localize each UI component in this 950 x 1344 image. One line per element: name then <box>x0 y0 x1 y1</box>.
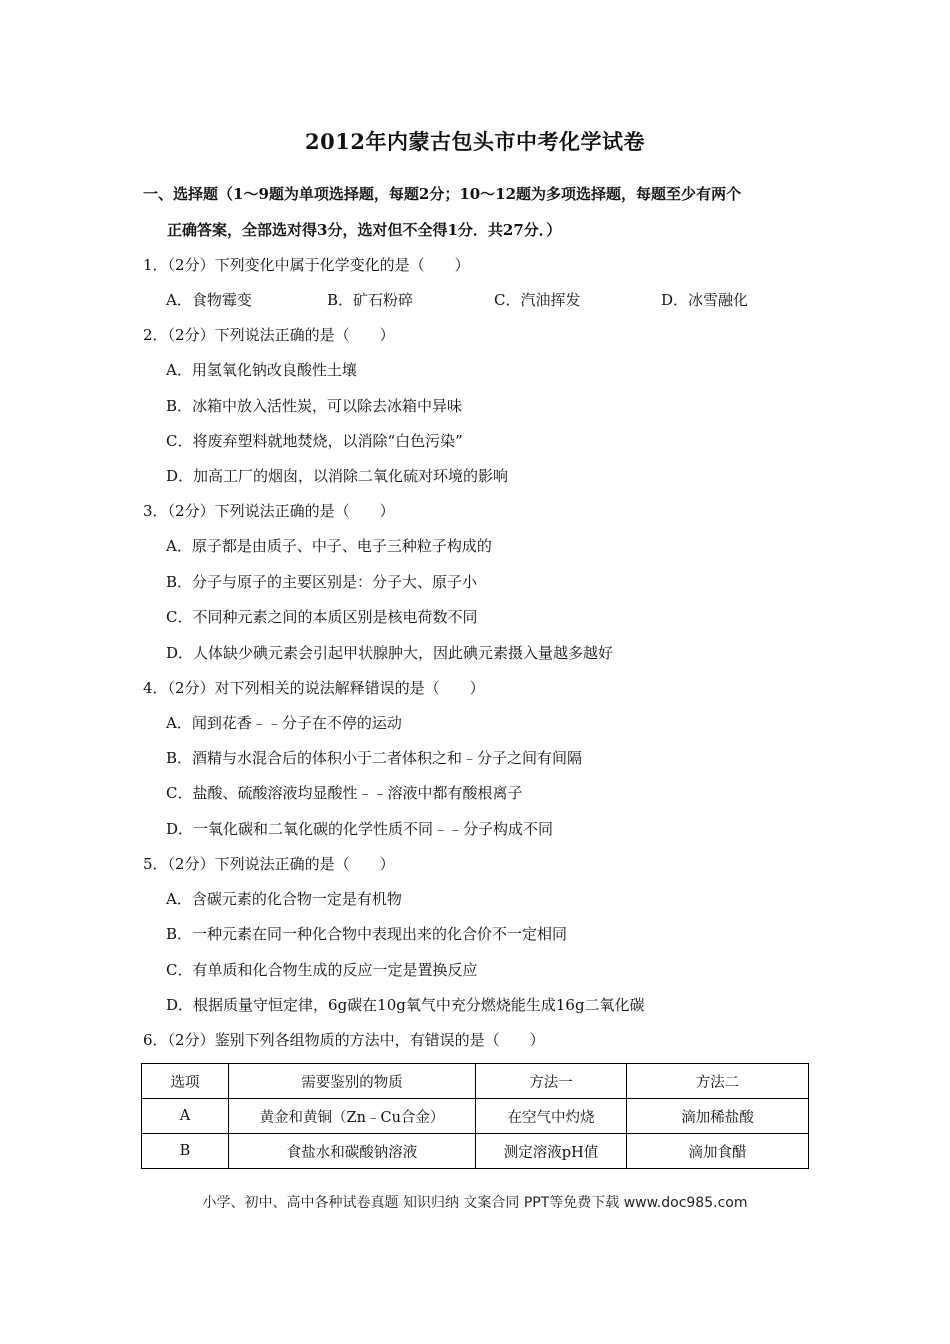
table-cell: 黄金和黄铜（Zn﹣Cu合金） <box>229 1099 476 1134</box>
table-header-row <box>142 1064 809 1099</box>
question-4-option-d: D．一氧化碳和二氧化碳的化学性质不同﹣﹣分子构成不同 <box>166 820 554 838</box>
question-5-option-a: A．含碳元素的化合物一定是有机物 <box>166 890 402 908</box>
table-cell: 滴加稀盐酸 <box>627 1099 809 1134</box>
question-3-stem: 3．（2分）下列说法正确的是（ ） <box>143 502 395 520</box>
table-cell: B <box>142 1134 229 1169</box>
question-3-option-c: C．不同种元素之间的本质区别是核电荷数不同 <box>166 608 478 626</box>
question-2-option-c: C．将废弃塑料就地焚烧，以消除“白色污染” <box>166 432 463 450</box>
question-3-option-b: B．分子与原子的主要区别是：分子大、原子小 <box>166 573 478 591</box>
question-1-option-b: B．矿石粉碎 <box>327 291 414 309</box>
question-1-option-c: C．汽油挥发 <box>494 291 581 309</box>
question-5-option-c: C．有单质和化合物生成的反应一定是置换反应 <box>166 961 478 979</box>
question-4-stem: 4．（2分）对下列相关的说法解释错误的是（ ） <box>143 679 485 697</box>
table-header-cell: 方法二 <box>627 1064 809 1099</box>
table-row <box>142 1099 809 1134</box>
table-cell: A <box>142 1099 229 1134</box>
question-4-option-a: A．闻到花香﹣﹣分子在不停的运动 <box>166 714 402 732</box>
table-header-cell: 需要鉴别的物质 <box>229 1064 476 1099</box>
section-heading <box>143 176 833 248</box>
table-cell: 滴加食醋 <box>627 1134 809 1169</box>
question-2-option-d: D．加高工厂的烟囱，以消除二氧化硫对环境的影响 <box>166 467 509 485</box>
question-1-option-d: D．冰雪融化 <box>661 291 749 309</box>
question-4-option-c: C．盐酸、硫酸溶液均显酸性﹣﹣溶液中都有酸根离子 <box>166 784 523 802</box>
question-5-option-d: D．根据质量守恒定律，6g碳在10g氧气中充分燃烧能生成16g二氧化碳 <box>166 996 645 1014</box>
question-2-option-b: B．冰箱中放入活性炭，可以除去冰箱中异味 <box>166 397 463 415</box>
question-6-table <box>141 1063 809 1169</box>
page-title: 2012年内蒙古包头市中考化学试卷 <box>305 129 645 154</box>
table-cell: 在空气中灼烧 <box>476 1099 627 1134</box>
question-2-option-a: A．用氢氧化钠改良酸性土壤 <box>166 361 357 379</box>
table-cell: 测定溶液pH值 <box>476 1134 627 1169</box>
question-5-option-b: B．一种元素在同一种化合物中表现出来的化合价不一定相同 <box>166 925 568 943</box>
page-footer: 小学、初中、高中各种试卷真题 知识归纳 文案合同 PPT等免费下载 www.doc985.com <box>202 1195 748 1211</box>
table-header-cell: 方法一 <box>476 1064 627 1099</box>
section-heading-line-2: 正确答案，全部选对得3分，选对但不全得1分．共27分．） <box>167 221 562 239</box>
table-cell: 食盐水和碳酸钠溶液 <box>229 1134 476 1169</box>
section-heading-line-1: 一、选择题（1～9题为单项选择题，每题2分；10～12题为多项选择题，每题至少有两个 <box>143 185 742 203</box>
question-1-stem: 1．（2分）下列变化中属于化学变化的是（ ） <box>143 256 470 274</box>
question-5-stem: 5．（2分）下列说法正确的是（ ） <box>143 855 395 873</box>
question-3-option-a: A．原子都是由质子、中子、电子三种粒子构成的 <box>166 537 492 555</box>
table-header-cell: 选项 <box>142 1064 229 1099</box>
question-2-stem: 2．（2分）下列说法正确的是（ ） <box>143 326 395 344</box>
question-6-stem: 6．（2分）鉴别下列各组物质的方法中，有错误的是（ ） <box>143 1031 545 1049</box>
question-4-option-b: B．酒精与水混合后的体积小于二者体积之和﹣分子之间有间隔 <box>166 749 583 767</box>
table-row <box>142 1134 809 1169</box>
question-3-option-d: D．人体缺少碘元素会引起甲状腺肿大，因此碘元素摄入量越多越好 <box>166 644 614 662</box>
question-1-option-a: A．食物霉变 <box>166 291 252 309</box>
